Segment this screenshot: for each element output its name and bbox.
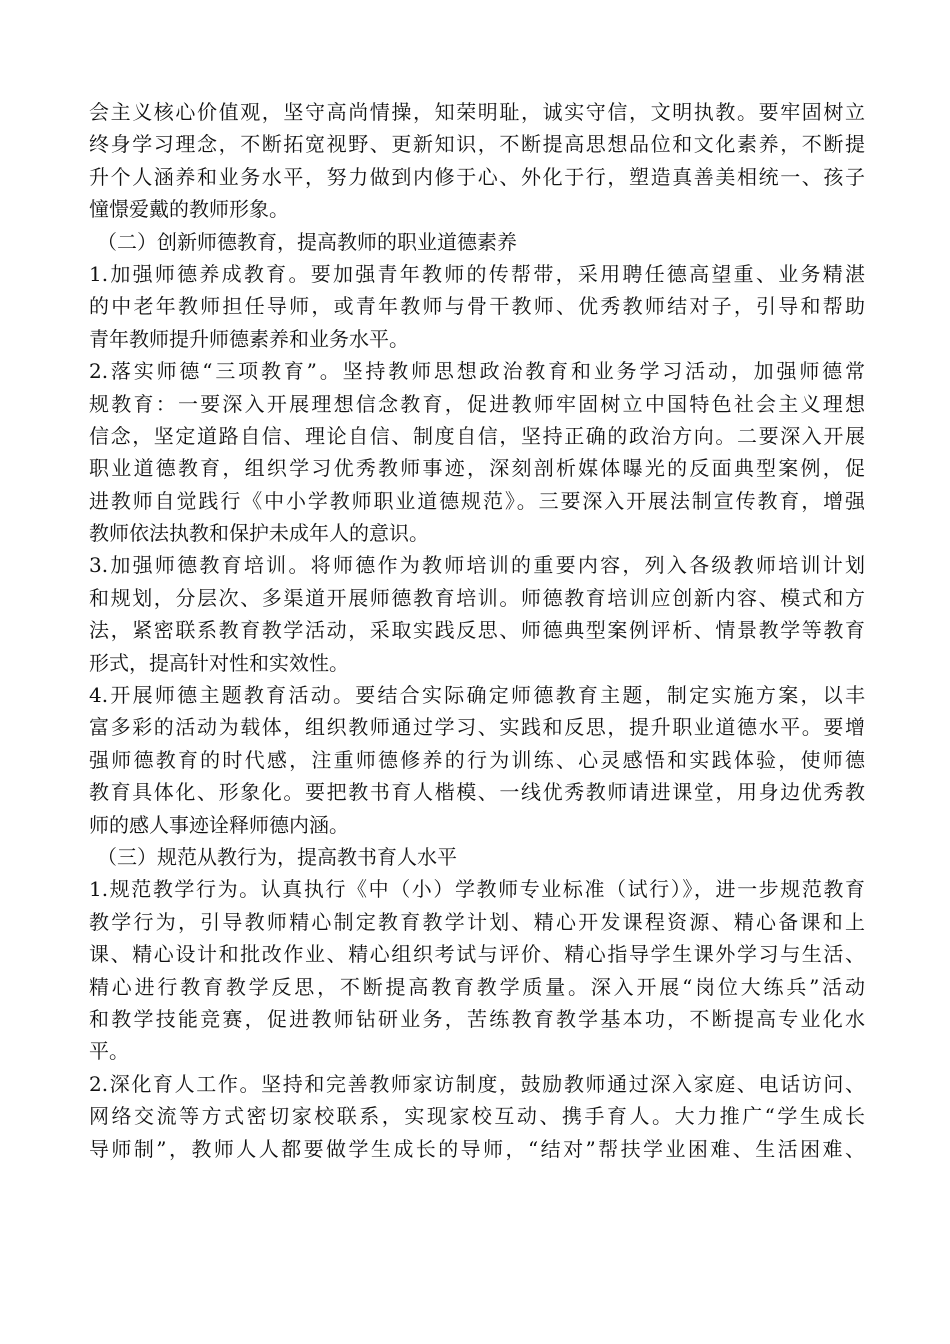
paragraph-line: 教师依法执教和保护未成年人的意识。 [89, 521, 429, 546]
paragraph-line: 职业道德教育，组织学习优秀教师事迹，深刻剖析媒体曝光的反面典型案例，促 [89, 456, 865, 481]
paragraph-line: 憧憬爱戴的教师形象。 [89, 197, 289, 222]
paragraph-line: 和规划，分层次、多渠道开展师德教育培训。师德教育培训应创新内容、模式和方 [89, 585, 865, 610]
paragraph-line: 青年教师提升师德素养和业务水平。 [89, 326, 409, 351]
paragraph-line: 课、精心设计和批改作业、精心组织考试与评价、精心指导学生课外学习与生活、 [89, 942, 865, 967]
paragraph-line: 进教师自觉践行《中小学教师职业道德规范》。三要深入开展法制宣传教育，增强 [89, 488, 865, 513]
paragraph-line: 教育具体化、形象化。要把教书育人楷模、一线优秀教师请进课堂，用身边优秀教 [89, 780, 865, 805]
paragraph-line: 师的感人事迹诠释师德内涵。 [89, 812, 349, 837]
paragraph-line: 规教育：一要深入开展理想信念教育，促进教师牢固树立中国特色社会主义理想 [89, 391, 865, 416]
paragraph-line: 信念，坚定道路自信、理论自信、制度自信，坚持正确的政治方向。二要深入开展 [89, 423, 865, 448]
paragraph-line: 和教学技能竞赛，促进教师钻研业务，苦练教育教学基本功，不断提高专业化水 [89, 1006, 865, 1031]
paragraph-line: 法，紧密联系教育教学活动，采取实践反思、师德典型案例评析、情景教学等教育 [89, 618, 865, 643]
paragraph-line: 富多彩的活动为载体，组织教师通过学习、实践和反思，提升职业道德水平。要增 [89, 715, 865, 740]
paragraph-line: 形式，提高针对性和实效性。 [89, 650, 349, 675]
paragraph-line: 1.加强师德养成教育。要加强青年教师的传帮带，采用聘任德高望重、业务精湛 [89, 261, 865, 286]
paragraph-line: 3.加强师德教育培训。将师德作为教师培训的重要内容，列入各级教师培训计划 [89, 553, 865, 578]
paragraph-line: 升个人涵养和业务水平，努力做到内修于心、外化于行，塑造真善美相统一、孩子 [89, 164, 865, 189]
paragraph-line: 终身学习理念，不断拓宽视野、更新知识，不断提高思想品位和文化素养，不断提 [89, 132, 865, 157]
paragraph-line: 4.开展师德主题教育活动。要结合实际确定师德教育主题，制定实施方案，以丰 [89, 683, 865, 708]
paragraph-line: 会主义核心价值观，坚守高尚情操，知荣明耻，诚实守信，文明执教。要牢固树立 [89, 100, 865, 124]
paragraph-line: 2.落实师德“三项教育”。坚持教师思想政治教育和业务学习活动，加强师德常 [89, 359, 865, 384]
paragraph-line: 精心进行教育教学反思，不断提高教育教学质量。深入开展“岗位大练兵”活动 [89, 974, 865, 999]
paragraph-line: 强师德教育的时代感，注重师德修养的行为训练、心灵感悟和实践体验，使师德 [89, 747, 865, 772]
paragraph-line: 导师制”，教师人人都要做学生成长的导师，“结对”帮扶学业困难、生活困难、 [89, 1136, 865, 1161]
section-heading: （三）规范从教行为，提高教书育人水平 [97, 844, 457, 869]
paragraph-line: 教学行为，引导教师精心制定教育教学计划、精心开发课程资源、精心备课和上 [89, 909, 865, 934]
paragraph-line: 的中老年教师担任导师，或青年教师与骨干教师、优秀教师结对子，引导和帮助 [89, 294, 865, 319]
section-heading: （二）创新师德教育，提高教师的职业道德素养 [97, 229, 517, 254]
paragraph-line: 2.深化育人工作。坚持和完善教师家访制度，鼓励教师通过深入家庭、电话访问、 [89, 1071, 865, 1096]
paragraph-line: 平。 [89, 1039, 129, 1064]
paragraph-line: 1.规范教学行为。认真执行《中（小）学教师专业标准（试行）》，进一步规范教育 [89, 877, 865, 902]
paragraph-line: 网络交流等方式密切家校联系，实现家校互动、携手育人。大力推广“学生成长 [89, 1104, 865, 1129]
document-body [89, 96, 865, 1165]
